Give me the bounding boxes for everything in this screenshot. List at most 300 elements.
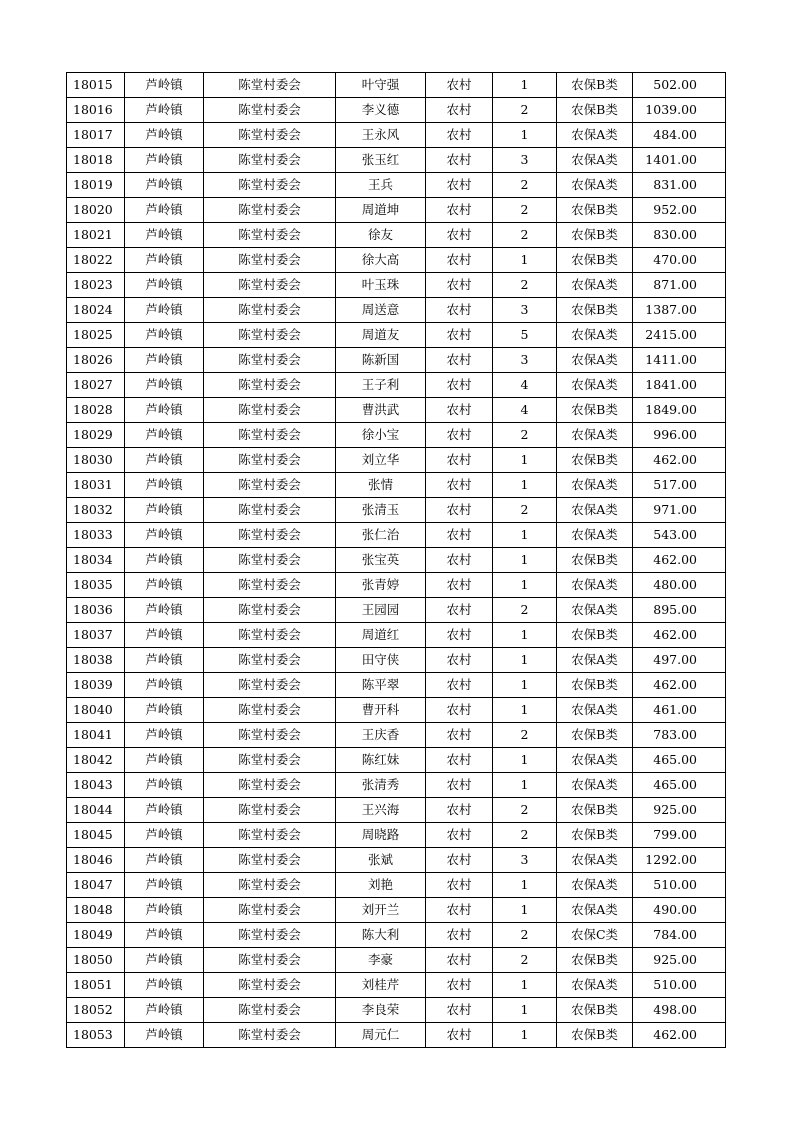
area-type-cell: 农村 — [426, 223, 493, 248]
amount-cell: 2415.00 — [633, 323, 726, 348]
household-size-cell: 2 — [493, 923, 557, 948]
insurance-category-cell: 农保A类 — [557, 423, 633, 448]
record-id-cell: 18047 — [67, 873, 125, 898]
insurance-category-cell: 农保B类 — [557, 723, 633, 748]
village-committee-cell: 陈堂村委会 — [204, 623, 336, 648]
amount-cell: 462.00 — [633, 673, 726, 698]
insurance-category-cell: 农保A类 — [557, 498, 633, 523]
village-committee-cell: 陈堂村委会 — [204, 573, 336, 598]
area-type-cell: 农村 — [426, 448, 493, 473]
village-committee-cell: 陈堂村委会 — [204, 898, 336, 923]
town-cell: 芦岭镇 — [125, 598, 204, 623]
town-cell: 芦岭镇 — [125, 198, 204, 223]
person-name-cell: 周道友 — [336, 323, 426, 348]
amount-cell: 831.00 — [633, 173, 726, 198]
village-committee-cell: 陈堂村委会 — [204, 923, 336, 948]
household-size-cell: 1 — [493, 123, 557, 148]
household-size-cell: 3 — [493, 848, 557, 873]
insurance-category-cell: 农保A类 — [557, 748, 633, 773]
person-name-cell: 叶守强 — [336, 73, 426, 98]
town-cell: 芦岭镇 — [125, 448, 204, 473]
insurance-category-cell: 农保B类 — [557, 98, 633, 123]
table-row — [67, 573, 726, 598]
amount-cell: 462.00 — [633, 448, 726, 473]
table-row — [67, 623, 726, 648]
household-size-cell: 1 — [493, 248, 557, 273]
table-row — [67, 748, 726, 773]
record-id-cell: 18035 — [67, 573, 125, 598]
insurance-category-cell: 农保A类 — [557, 698, 633, 723]
village-committee-cell: 陈堂村委会 — [204, 348, 336, 373]
village-committee-cell: 陈堂村委会 — [204, 473, 336, 498]
village-committee-cell: 陈堂村委会 — [204, 248, 336, 273]
area-type-cell: 农村 — [426, 673, 493, 698]
village-committee-cell: 陈堂村委会 — [204, 823, 336, 848]
person-name-cell: 陈大利 — [336, 923, 426, 948]
area-type-cell: 农村 — [426, 323, 493, 348]
record-id-cell: 18053 — [67, 1023, 125, 1048]
town-cell: 芦岭镇 — [125, 148, 204, 173]
record-id-cell: 18052 — [67, 998, 125, 1023]
insurance-category-cell: 农保A类 — [557, 873, 633, 898]
household-size-cell: 1 — [493, 898, 557, 923]
amount-cell: 1401.00 — [633, 148, 726, 173]
area-type-cell: 农村 — [426, 848, 493, 873]
household-size-cell: 4 — [493, 398, 557, 423]
village-committee-cell: 陈堂村委会 — [204, 123, 336, 148]
area-type-cell: 农村 — [426, 648, 493, 673]
table-row — [67, 148, 726, 173]
record-id-cell: 18016 — [67, 98, 125, 123]
household-size-cell: 2 — [493, 498, 557, 523]
amount-cell: 543.00 — [633, 523, 726, 548]
table-row — [67, 298, 726, 323]
record-id-cell: 18044 — [67, 798, 125, 823]
person-name-cell: 张玉红 — [336, 148, 426, 173]
amount-cell: 1387.00 — [633, 298, 726, 323]
town-cell: 芦岭镇 — [125, 998, 204, 1023]
person-name-cell: 张清秀 — [336, 773, 426, 798]
insurance-category-cell: 农保B类 — [557, 823, 633, 848]
town-cell: 芦岭镇 — [125, 298, 204, 323]
town-cell: 芦岭镇 — [125, 973, 204, 998]
town-cell: 芦岭镇 — [125, 248, 204, 273]
amount-cell: 497.00 — [633, 648, 726, 673]
person-name-cell: 刘艳 — [336, 873, 426, 898]
table-row — [67, 848, 726, 873]
amount-cell: 484.00 — [633, 123, 726, 148]
area-type-cell: 农村 — [426, 198, 493, 223]
insurance-category-cell: 农保A类 — [557, 373, 633, 398]
insurance-category-cell: 农保A类 — [557, 973, 633, 998]
record-id-cell: 18020 — [67, 198, 125, 223]
household-size-cell: 3 — [493, 298, 557, 323]
area-type-cell: 农村 — [426, 948, 493, 973]
town-cell: 芦岭镇 — [125, 723, 204, 748]
amount-cell: 1849.00 — [633, 398, 726, 423]
village-committee-cell: 陈堂村委会 — [204, 398, 336, 423]
village-committee-cell: 陈堂村委会 — [204, 598, 336, 623]
town-cell: 芦岭镇 — [125, 798, 204, 823]
insurance-category-cell: 农保B类 — [557, 798, 633, 823]
insurance-category-cell: 农保A类 — [557, 598, 633, 623]
table-row — [67, 598, 726, 623]
amount-cell: 510.00 — [633, 873, 726, 898]
table-row — [67, 673, 726, 698]
area-type-cell: 农村 — [426, 498, 493, 523]
area-type-cell: 农村 — [426, 548, 493, 573]
record-id-cell: 18022 — [67, 248, 125, 273]
record-id-cell: 18018 — [67, 148, 125, 173]
person-name-cell: 周道坤 — [336, 198, 426, 223]
town-cell: 芦岭镇 — [125, 848, 204, 873]
record-id-cell: 18026 — [67, 348, 125, 373]
village-committee-cell: 陈堂村委会 — [204, 998, 336, 1023]
person-name-cell: 王永风 — [336, 123, 426, 148]
town-cell: 芦岭镇 — [125, 748, 204, 773]
table-row — [67, 923, 726, 948]
household-size-cell: 3 — [493, 148, 557, 173]
record-id-cell: 18015 — [67, 73, 125, 98]
amount-cell: 1292.00 — [633, 848, 726, 873]
town-cell: 芦岭镇 — [125, 498, 204, 523]
household-size-cell: 2 — [493, 598, 557, 623]
town-cell: 芦岭镇 — [125, 698, 204, 723]
village-committee-cell: 陈堂村委会 — [204, 448, 336, 473]
table-row — [67, 423, 726, 448]
village-committee-cell: 陈堂村委会 — [204, 73, 336, 98]
town-cell: 芦岭镇 — [125, 373, 204, 398]
area-type-cell: 农村 — [426, 823, 493, 848]
person-name-cell: 刘立华 — [336, 448, 426, 473]
amount-cell: 462.00 — [633, 1023, 726, 1048]
village-committee-cell: 陈堂村委会 — [204, 198, 336, 223]
household-size-cell: 2 — [493, 823, 557, 848]
town-cell: 芦岭镇 — [125, 323, 204, 348]
person-name-cell: 周晓路 — [336, 823, 426, 848]
town-cell: 芦岭镇 — [125, 123, 204, 148]
village-committee-cell: 陈堂村委会 — [204, 273, 336, 298]
town-cell: 芦岭镇 — [125, 273, 204, 298]
person-name-cell: 周元仁 — [336, 1023, 426, 1048]
insurance-category-cell: 农保B类 — [557, 623, 633, 648]
table-row — [67, 223, 726, 248]
table-row — [67, 998, 726, 1023]
amount-cell: 925.00 — [633, 948, 726, 973]
area-type-cell: 农村 — [426, 873, 493, 898]
town-cell: 芦岭镇 — [125, 423, 204, 448]
record-id-cell: 18030 — [67, 448, 125, 473]
village-committee-cell: 陈堂村委会 — [204, 148, 336, 173]
record-id-cell: 18017 — [67, 123, 125, 148]
insurance-category-cell: 农保A类 — [557, 148, 633, 173]
village-committee-cell: 陈堂村委会 — [204, 723, 336, 748]
amount-cell: 461.00 — [633, 698, 726, 723]
amount-cell: 462.00 — [633, 623, 726, 648]
amount-cell: 996.00 — [633, 423, 726, 448]
insurance-category-cell: 农保B类 — [557, 73, 633, 98]
insurance-category-cell: 农保B类 — [557, 198, 633, 223]
amount-cell: 871.00 — [633, 273, 726, 298]
table-row — [67, 723, 726, 748]
insurance-category-cell: 农保A类 — [557, 348, 633, 373]
record-id-cell: 18039 — [67, 673, 125, 698]
insurance-category-cell: 农保A类 — [557, 848, 633, 873]
person-name-cell: 叶玉珠 — [336, 273, 426, 298]
household-size-cell: 1 — [493, 448, 557, 473]
person-name-cell: 王兵 — [336, 173, 426, 198]
household-size-cell: 3 — [493, 348, 557, 373]
person-name-cell: 王兴海 — [336, 798, 426, 823]
insurance-category-cell: 农保B类 — [557, 673, 633, 698]
household-size-cell: 1 — [493, 998, 557, 1023]
amount-cell: 465.00 — [633, 773, 726, 798]
table-row — [67, 823, 726, 848]
village-committee-cell: 陈堂村委会 — [204, 323, 336, 348]
town-cell: 芦岭镇 — [125, 573, 204, 598]
person-name-cell: 李豪 — [336, 948, 426, 973]
table-row — [67, 273, 726, 298]
village-committee-cell: 陈堂村委会 — [204, 673, 336, 698]
insurance-category-cell: 农保B类 — [557, 248, 633, 273]
area-type-cell: 农村 — [426, 898, 493, 923]
table-row — [67, 898, 726, 923]
person-name-cell: 王庆香 — [336, 723, 426, 748]
amount-cell: 490.00 — [633, 898, 726, 923]
village-committee-cell: 陈堂村委会 — [204, 173, 336, 198]
table-row — [67, 648, 726, 673]
record-id-cell: 18050 — [67, 948, 125, 973]
town-cell: 芦岭镇 — [125, 923, 204, 948]
area-type-cell: 农村 — [426, 773, 493, 798]
record-id-cell: 18037 — [67, 623, 125, 648]
town-cell: 芦岭镇 — [125, 773, 204, 798]
person-name-cell: 张青婷 — [336, 573, 426, 598]
records-table — [66, 72, 726, 1048]
person-name-cell: 陈平翠 — [336, 673, 426, 698]
village-committee-cell: 陈堂村委会 — [204, 973, 336, 998]
record-id-cell: 18023 — [67, 273, 125, 298]
person-name-cell: 周道红 — [336, 623, 426, 648]
area-type-cell: 农村 — [426, 798, 493, 823]
person-name-cell: 陈新国 — [336, 348, 426, 373]
area-type-cell: 农村 — [426, 173, 493, 198]
insurance-category-cell: 农保A类 — [557, 523, 633, 548]
person-name-cell: 徐友 — [336, 223, 426, 248]
record-id-cell: 18049 — [67, 923, 125, 948]
household-size-cell: 5 — [493, 323, 557, 348]
town-cell: 芦岭镇 — [125, 823, 204, 848]
record-id-cell: 18019 — [67, 173, 125, 198]
area-type-cell: 农村 — [426, 523, 493, 548]
town-cell: 芦岭镇 — [125, 873, 204, 898]
insurance-category-cell: 农保B类 — [557, 448, 633, 473]
amount-cell: 480.00 — [633, 573, 726, 598]
person-name-cell: 张情 — [336, 473, 426, 498]
record-id-cell: 18029 — [67, 423, 125, 448]
village-committee-cell: 陈堂村委会 — [204, 873, 336, 898]
village-committee-cell: 陈堂村委会 — [204, 1023, 336, 1048]
household-size-cell: 1 — [493, 873, 557, 898]
insurance-category-cell: 农保B类 — [557, 398, 633, 423]
household-size-cell: 1 — [493, 573, 557, 598]
town-cell: 芦岭镇 — [125, 348, 204, 373]
table-row — [67, 373, 726, 398]
insurance-category-cell: 农保B类 — [557, 223, 633, 248]
town-cell: 芦岭镇 — [125, 223, 204, 248]
insurance-category-cell: 农保A类 — [557, 323, 633, 348]
household-size-cell: 1 — [493, 473, 557, 498]
person-name-cell: 周送意 — [336, 298, 426, 323]
record-id-cell: 18025 — [67, 323, 125, 348]
table-row — [67, 448, 726, 473]
area-type-cell: 农村 — [426, 973, 493, 998]
person-name-cell: 徐小宝 — [336, 423, 426, 448]
records-table-body — [67, 73, 726, 1048]
town-cell: 芦岭镇 — [125, 648, 204, 673]
amount-cell: 784.00 — [633, 923, 726, 948]
insurance-category-cell: 农保B类 — [557, 548, 633, 573]
table-row — [67, 98, 726, 123]
amount-cell: 1411.00 — [633, 348, 726, 373]
insurance-category-cell: 农保A类 — [557, 273, 633, 298]
household-size-cell: 1 — [493, 548, 557, 573]
area-type-cell: 农村 — [426, 348, 493, 373]
household-size-cell: 1 — [493, 523, 557, 548]
table-row — [67, 973, 726, 998]
record-id-cell: 18021 — [67, 223, 125, 248]
insurance-category-cell: 农保A类 — [557, 648, 633, 673]
town-cell: 芦岭镇 — [125, 623, 204, 648]
amount-cell: 470.00 — [633, 248, 726, 273]
insurance-category-cell: 农保A类 — [557, 173, 633, 198]
record-id-cell: 18040 — [67, 698, 125, 723]
table-row — [67, 1023, 726, 1048]
insurance-category-cell: 农保A类 — [557, 773, 633, 798]
table-row — [67, 323, 726, 348]
village-committee-cell: 陈堂村委会 — [204, 548, 336, 573]
table-row — [67, 248, 726, 273]
record-id-cell: 18036 — [67, 598, 125, 623]
village-committee-cell: 陈堂村委会 — [204, 848, 336, 873]
amount-cell: 830.00 — [633, 223, 726, 248]
record-id-cell: 18034 — [67, 548, 125, 573]
insurance-category-cell: 农保B类 — [557, 998, 633, 1023]
village-committee-cell: 陈堂村委会 — [204, 948, 336, 973]
town-cell: 芦岭镇 — [125, 173, 204, 198]
household-size-cell: 1 — [493, 698, 557, 723]
table-row — [67, 198, 726, 223]
area-type-cell: 农村 — [426, 148, 493, 173]
insurance-category-cell: 农保C类 — [557, 923, 633, 948]
household-size-cell: 1 — [493, 748, 557, 773]
record-id-cell: 18033 — [67, 523, 125, 548]
area-type-cell: 农村 — [426, 373, 493, 398]
town-cell: 芦岭镇 — [125, 73, 204, 98]
insurance-category-cell: 农保B类 — [557, 948, 633, 973]
area-type-cell: 农村 — [426, 473, 493, 498]
record-id-cell: 18028 — [67, 398, 125, 423]
insurance-category-cell: 农保A类 — [557, 573, 633, 598]
area-type-cell: 农村 — [426, 623, 493, 648]
amount-cell: 799.00 — [633, 823, 726, 848]
record-id-cell: 18045 — [67, 823, 125, 848]
area-type-cell: 农村 — [426, 123, 493, 148]
record-id-cell: 18048 — [67, 898, 125, 923]
record-id-cell: 18027 — [67, 373, 125, 398]
area-type-cell: 农村 — [426, 723, 493, 748]
amount-cell: 952.00 — [633, 198, 726, 223]
village-committee-cell: 陈堂村委会 — [204, 98, 336, 123]
person-name-cell: 李义德 — [336, 98, 426, 123]
village-committee-cell: 陈堂村委会 — [204, 298, 336, 323]
record-id-cell: 18043 — [67, 773, 125, 798]
village-committee-cell: 陈堂村委会 — [204, 648, 336, 673]
record-id-cell: 18032 — [67, 498, 125, 523]
amount-cell: 925.00 — [633, 798, 726, 823]
table-row — [67, 873, 726, 898]
town-cell: 芦岭镇 — [125, 523, 204, 548]
household-size-cell: 1 — [493, 773, 557, 798]
area-type-cell: 农村 — [426, 923, 493, 948]
table-row — [67, 73, 726, 98]
record-id-cell: 18041 — [67, 723, 125, 748]
person-name-cell: 王子利 — [336, 373, 426, 398]
person-name-cell: 张仁治 — [336, 523, 426, 548]
household-size-cell: 4 — [493, 373, 557, 398]
town-cell: 芦岭镇 — [125, 473, 204, 498]
table-row — [67, 173, 726, 198]
area-type-cell: 农村 — [426, 598, 493, 623]
village-committee-cell: 陈堂村委会 — [204, 523, 336, 548]
area-type-cell: 农村 — [426, 398, 493, 423]
village-committee-cell: 陈堂村委会 — [204, 748, 336, 773]
person-name-cell: 徐大高 — [336, 248, 426, 273]
table-row — [67, 523, 726, 548]
town-cell: 芦岭镇 — [125, 948, 204, 973]
amount-cell: 1039.00 — [633, 98, 726, 123]
table-row — [67, 773, 726, 798]
record-id-cell: 18024 — [67, 298, 125, 323]
household-size-cell: 2 — [493, 273, 557, 298]
insurance-category-cell: 农保B类 — [557, 1023, 633, 1048]
record-id-cell: 18051 — [67, 973, 125, 998]
person-name-cell: 曹洪武 — [336, 398, 426, 423]
household-size-cell: 2 — [493, 223, 557, 248]
record-id-cell: 18031 — [67, 473, 125, 498]
amount-cell: 895.00 — [633, 598, 726, 623]
area-type-cell: 农村 — [426, 1023, 493, 1048]
table-row — [67, 548, 726, 573]
area-type-cell: 农村 — [426, 298, 493, 323]
household-size-cell: 1 — [493, 673, 557, 698]
household-size-cell: 2 — [493, 173, 557, 198]
person-name-cell: 张清玉 — [336, 498, 426, 523]
person-name-cell: 刘开兰 — [336, 898, 426, 923]
amount-cell: 971.00 — [633, 498, 726, 523]
household-size-cell: 1 — [493, 623, 557, 648]
town-cell: 芦岭镇 — [125, 898, 204, 923]
area-type-cell: 农村 — [426, 748, 493, 773]
table-row — [67, 473, 726, 498]
amount-cell: 783.00 — [633, 723, 726, 748]
household-size-cell: 1 — [493, 73, 557, 98]
village-committee-cell: 陈堂村委会 — [204, 498, 336, 523]
person-name-cell: 王园园 — [336, 598, 426, 623]
area-type-cell: 农村 — [426, 573, 493, 598]
person-name-cell: 张斌 — [336, 848, 426, 873]
area-type-cell: 农村 — [426, 73, 493, 98]
